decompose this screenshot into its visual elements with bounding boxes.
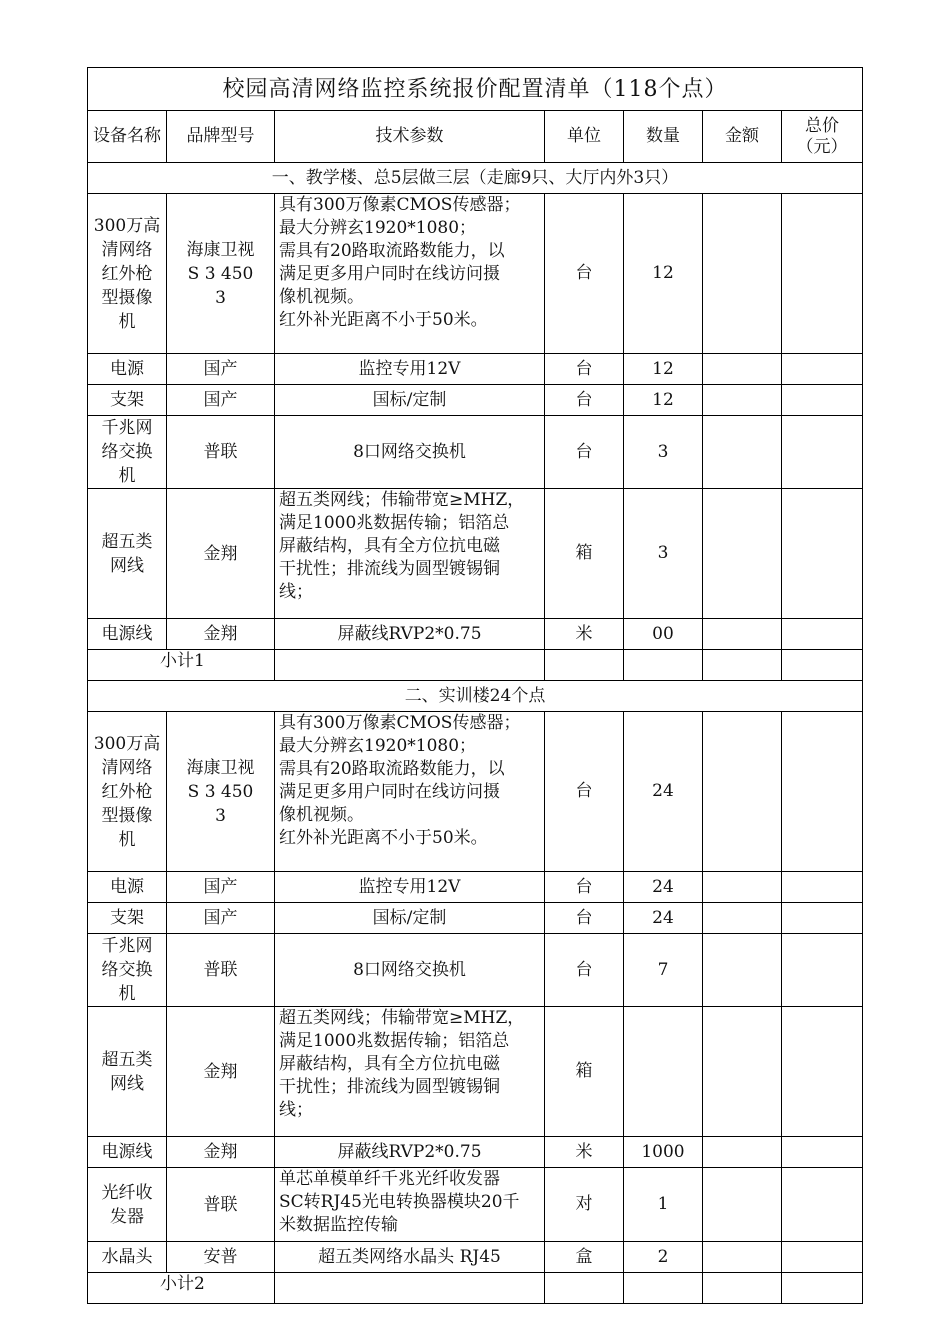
- table-row: [88, 1007, 863, 1137]
- subtotal-row: [88, 650, 863, 681]
- quantity-cell: 12: [624, 385, 703, 416]
- unit-cell: 台: [545, 354, 624, 385]
- table-row: [88, 489, 863, 619]
- unit-cell: 台: [545, 712, 624, 872]
- device-name-cell: 电源线: [88, 619, 167, 650]
- unit-cell: 台: [545, 385, 624, 416]
- quantity-cell: [624, 1007, 703, 1137]
- total-price-cell: [782, 1168, 863, 1242]
- subtotal-label: 小计2: [88, 1273, 275, 1304]
- subtotal-empty-cell: [545, 650, 624, 681]
- tech-params-cell: 屏蔽线RVP2*0.75: [275, 1137, 545, 1168]
- table-row: [88, 416, 863, 489]
- amount-cell: [703, 903, 782, 934]
- tech-params-cell: 超五类网线；伟输带宽≥MHZ， 满足1000兆数据传输；铝箔总 屏蔽结构，具有全方位抗电磁 干扰性；排流线为圆型镀锡铜 线；: [275, 1007, 545, 1137]
- brand-model-cell: 金翔: [167, 489, 275, 619]
- total-price-cell: [782, 872, 863, 903]
- tech-params-cell: 具有300万像素CMOS传感器； 最大分辨玄1920*1080； 需具有20路取流路数能力，以 满足更多用户同时在线访问摄 像机视频。 红外补光距离不小于50米。: [275, 194, 545, 354]
- table-row: [88, 1242, 863, 1273]
- amount-cell: [703, 872, 782, 903]
- quantity-cell: 12: [624, 354, 703, 385]
- table-row: [88, 872, 863, 903]
- amount-cell: [703, 1242, 782, 1273]
- unit-cell: 台: [545, 416, 624, 489]
- header-total: [782, 111, 863, 163]
- amount-cell: [703, 934, 782, 1007]
- tech-params-cell: 屏蔽线RVP2*0.75: [275, 619, 545, 650]
- unit-cell: 箱: [545, 489, 624, 619]
- quantity-cell: 12: [624, 194, 703, 354]
- tech-params-cell: 单芯单模单纤千兆光纤收发器 SC转RJ45光电转换器模块20千 米数据监控传输: [275, 1168, 545, 1242]
- header-name: 设备名称: [88, 111, 167, 163]
- tech-params-cell: 具有300万像素CMOS传感器； 最大分辨玄1920*1080； 需具有20路取流路数能力，以 满足更多用户同时在线访问摄 像机视频。 红外补光距离不小于50米。: [275, 712, 545, 872]
- brand-model-cell: 国产: [167, 903, 275, 934]
- quantity-cell: 24: [624, 903, 703, 934]
- unit-cell: 米: [545, 619, 624, 650]
- brand-model-cell: 金翔: [167, 619, 275, 650]
- brand-model-cell: 普联: [167, 934, 275, 1007]
- quantity-cell: 00: [624, 619, 703, 650]
- subtotal-empty-cell: [782, 1273, 863, 1304]
- device-name-cell: 电源线: [88, 1137, 167, 1168]
- amount-cell: [703, 194, 782, 354]
- total-price-cell: [782, 489, 863, 619]
- table-row: [88, 903, 863, 934]
- unit-cell: 米: [545, 1137, 624, 1168]
- section-title: 一、教学楼、总5层做三层（走廊9只、大厅内外3只）: [88, 163, 863, 194]
- table-row: [88, 619, 863, 650]
- subtotal-empty-cell: [275, 650, 545, 681]
- tech-params-cell: 8口网络交换机: [275, 934, 545, 1007]
- total-price-cell: [782, 934, 863, 1007]
- quote-table: [87, 67, 863, 1304]
- device-name-cell: 千兆网 络交换 机: [88, 934, 167, 1007]
- section-row: [88, 681, 863, 712]
- amount-cell: [703, 489, 782, 619]
- unit-cell: 台: [545, 903, 624, 934]
- amount-cell: [703, 1137, 782, 1168]
- brand-model-cell: 国产: [167, 385, 275, 416]
- header-brand: 品牌型号: [167, 111, 275, 163]
- quantity-cell: 7: [624, 934, 703, 1007]
- unit-cell: 台: [545, 194, 624, 354]
- section-title: 二、实训楼24个点: [88, 681, 863, 712]
- amount-cell: [703, 712, 782, 872]
- device-name-cell: 300万高 清网络 红外枪 型摄像 机: [88, 194, 167, 354]
- tech-params-cell: 国标/定制: [275, 903, 545, 934]
- total-price-cell: [782, 385, 863, 416]
- device-name-cell: 300万高 清网络 红外枪 型摄像 机: [88, 712, 167, 872]
- device-name-cell: 支架: [88, 385, 167, 416]
- total-price-cell: [782, 1137, 863, 1168]
- amount-cell: [703, 619, 782, 650]
- tech-params-cell: 国标/定制: [275, 385, 545, 416]
- tech-params-cell: 超五类网线；伟输带宽≥MHZ， 满足1000兆数据传输；铝箔总 屏蔽结构，具有全方位抗电磁 干扰性；排流线为圆型镀锡铜 线；: [275, 489, 545, 619]
- quantity-cell: 3: [624, 489, 703, 619]
- sheet-title: 校园高清网络监控系统报价配置清单（118个点）: [88, 68, 863, 111]
- quantity-cell: 1000: [624, 1137, 703, 1168]
- unit-cell: 箱: [545, 1007, 624, 1137]
- amount-cell: [703, 416, 782, 489]
- tech-params-cell: 监控专用12V: [275, 354, 545, 385]
- subtotal-empty-cell: [545, 1273, 624, 1304]
- subtotal-empty-cell: [275, 1273, 545, 1304]
- brand-model-cell: 海康卫视 S 3 450 3: [167, 194, 275, 354]
- amount-cell: [703, 1168, 782, 1242]
- quantity-cell: 2: [624, 1242, 703, 1273]
- header-qty: 数量: [624, 111, 703, 163]
- tech-params-cell: 监控专用12V: [275, 872, 545, 903]
- device-name-cell: 水晶头: [88, 1242, 167, 1273]
- table-row: [88, 194, 863, 354]
- subtotal-label: 小计1: [88, 650, 275, 681]
- subtotal-empty-cell: [624, 1273, 703, 1304]
- amount-cell: [703, 1007, 782, 1137]
- header-total-label: 总价 （元）: [796, 115, 848, 157]
- total-price-cell: [782, 1242, 863, 1273]
- subtotal-empty-cell: [703, 650, 782, 681]
- total-price-cell: [782, 194, 863, 354]
- amount-cell: [703, 385, 782, 416]
- quantity-cell: 3: [624, 416, 703, 489]
- brand-model-cell: 普联: [167, 416, 275, 489]
- device-name-cell: 电源: [88, 354, 167, 385]
- device-name-cell: 电源: [88, 872, 167, 903]
- table-row: [88, 1168, 863, 1242]
- device-name-cell: 光纤收 发器: [88, 1168, 167, 1242]
- device-name-cell: 支架: [88, 903, 167, 934]
- total-price-cell: [782, 903, 863, 934]
- subtotal-empty-cell: [703, 1273, 782, 1304]
- table-row: [88, 385, 863, 416]
- brand-model-cell: 海康卫视 S 3 450 3: [167, 712, 275, 872]
- subtotal-empty-cell: [624, 650, 703, 681]
- total-price-cell: [782, 1007, 863, 1137]
- subtotal-empty-cell: [782, 650, 863, 681]
- table-row: [88, 354, 863, 385]
- quantity-cell: 24: [624, 872, 703, 903]
- total-price-cell: [782, 619, 863, 650]
- header-amount: 金额: [703, 111, 782, 163]
- device-name-cell: 超五类 网线: [88, 489, 167, 619]
- total-price-cell: [782, 712, 863, 872]
- tech-params-cell: 8口网络交换机: [275, 416, 545, 489]
- unit-cell: 盒: [545, 1242, 624, 1273]
- total-price-cell: [782, 416, 863, 489]
- header-params: 技术参数: [275, 111, 545, 163]
- section-row: [88, 163, 863, 194]
- table-row: [88, 934, 863, 1007]
- tech-params-cell: 超五类网络水晶头 RJ45: [275, 1242, 545, 1273]
- unit-cell: 台: [545, 934, 624, 1007]
- subtotal-row: [88, 1273, 863, 1304]
- brand-model-cell: 国产: [167, 872, 275, 903]
- brand-model-cell: 国产: [167, 354, 275, 385]
- brand-model-cell: 金翔: [167, 1137, 275, 1168]
- header-unit: 单位: [545, 111, 624, 163]
- unit-cell: 台: [545, 872, 624, 903]
- quote-sheet: [87, 67, 862, 1304]
- brand-model-cell: 安普: [167, 1242, 275, 1273]
- table-row: [88, 1137, 863, 1168]
- table-row: [88, 712, 863, 872]
- brand-model-cell: 普联: [167, 1168, 275, 1242]
- quantity-cell: 24: [624, 712, 703, 872]
- device-name-cell: 超五类 网线: [88, 1007, 167, 1137]
- quantity-cell: 1: [624, 1168, 703, 1242]
- total-price-cell: [782, 354, 863, 385]
- amount-cell: [703, 354, 782, 385]
- brand-model-cell: 金翔: [167, 1007, 275, 1137]
- unit-cell: 对: [545, 1168, 624, 1242]
- device-name-cell: 千兆网 络交换 机: [88, 416, 167, 489]
